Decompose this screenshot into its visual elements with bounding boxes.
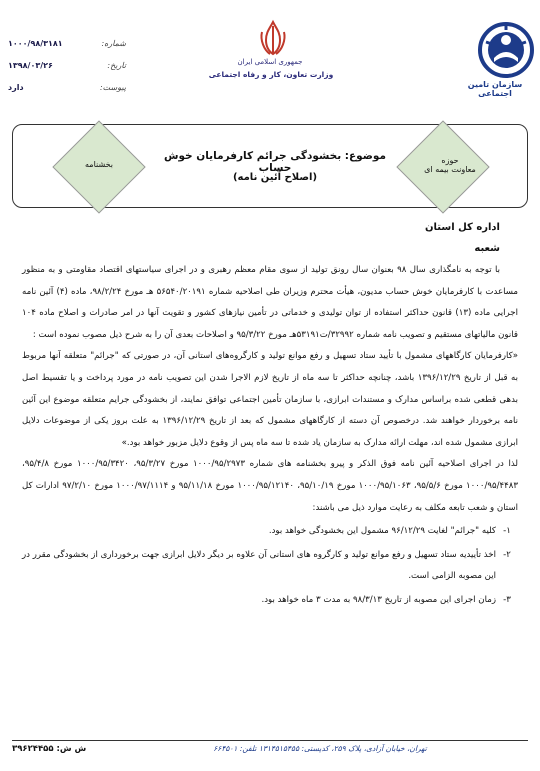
- org-name: سازمان تامین اجتماعی: [467, 80, 523, 98]
- dept-line1: حوزه: [441, 156, 459, 165]
- letter-body: [22, 260, 518, 612]
- paragraph: لذا در اجرای اصلاحیه آئین نامه فوق الذکر و پیرو بخشنامه های شماره ۱۰۰۰/۹۵/۲۹۷۳ مورخ ۹۵/۳/۲۷، ۱۰۰۰/۹۵/۳۴۲۰ مورخ ۹۵/۴/۸، ۱۰۰۰/۹۵/۴۴۸۳ مورخ ۹۵/۵/۶، ۱۰۰۰/۹۵/۱۰۶۳ مورخ ۹۵/۱۰/۱۹، ۱۰۰۰/۹۵/۱۲۱۴۰ مورخ ۹۵/۱۱/۱۸ و ۱۰۰۰/۹۷/۱۱۱۴ مورخ ۹۷/۲/۱۰ ادارات کل استان و شعب تابعه مکلف به رعایت موارد ذیل می باشند:: [22, 459, 518, 513]
- emblem-line1: جمهوری اسلامی ایران: [237, 58, 303, 66]
- subject-title: موضوع: بخشودگی جرائم کارفرمایان خوش حساب: [163, 150, 386, 174]
- addressee-line1: اداره کل استان: [425, 222, 500, 233]
- iran-emblem-icon: [258, 18, 288, 58]
- meta-value: ۱۰۰۰/۹۸/۳۱۸۱: [8, 38, 63, 48]
- footer-address: تهران، خیابان آزادی، پلاک ۲۵۹، کدپستی: ۱۳۱۴۵۱۵۴۵۵ تلفن: ۶۶۴۵۰۱: [213, 744, 427, 753]
- item-text: زمان اجرای این مصوبه از تاریخ ۹۸/۳/۱۳ به مدت ۳ ماه خواهد بود.: [261, 594, 496, 605]
- list-item: [22, 590, 518, 612]
- paragraph: «کارفرمایان کارگاههای مشمول با تأیید ستاد تسهیل و رفع موانع تولید و کارگروه‌های استانی آن، در صورتی که "جرائم" متعلقه آنها مربوط به قبل از تاریخ ۱۳۹۶/۱۲/۲۹ باشد، چنانچه حداکثر تا سه ماه از تاریخ لازم الاجرا شدن این تصویب نامه در مورد پرداخت و یا تقسیط اصل بدهی قطعی شده براساس مدارک و مستندات ابرازی، با سازمان تأمین اجتماعی توافق نمایند، از بخشودگی جرایم متعلقه موضوع این آئین نامه برخوردار خواهند شد. درخصوص آن دسته از کارگاههای مشمول که بعد از تاریخ ۱۳۹۶/۱۲/۲۹ به علت بروز یکی از موضوعات دلایل ابرازی مشمول شده اند، مهلت ارائه مدارک به سازمان یاد شده تا سه ماه پس از وقوع دلایل مزبور خواهد بود.»: [22, 351, 518, 448]
- subject-subtitle: (اصلاح آئین نامه): [232, 172, 318, 183]
- dept-label: [404, 156, 496, 174]
- emblem-line2: وزارت تعاون، کار و رفاه اجتماعی: [208, 70, 334, 79]
- meta-label: تاریخ:: [107, 60, 126, 70]
- meta-number: [8, 32, 126, 54]
- list-item: [22, 521, 518, 543]
- letter-type: بخشنامه: [85, 160, 113, 169]
- meta-attachment: [8, 76, 126, 98]
- addressee-line2: شعبه: [474, 243, 500, 254]
- item-text: اخذ تأییدیه ستاد تسهیل و رفع موانع تولید و کارگروه های استانی آن علاوه بر دیگر دلایل ابرازی جهت برخورداری از بخشودگی مقرر در این مصوبه الزامی است.: [22, 549, 496, 582]
- list-item: [22, 545, 518, 588]
- footer-code: ش ش: ۳۹۶۲۴۴۵۵: [12, 744, 87, 754]
- letter-meta: [8, 32, 126, 98]
- meta-date: [8, 54, 126, 76]
- footer-divider: [12, 740, 528, 741]
- meta-value: دارد: [8, 82, 24, 92]
- meta-label: پیوست:: [99, 82, 126, 92]
- item-number: ۳-: [503, 594, 511, 605]
- meta-value: ۱۳۹۸/۰۳/۲۶: [8, 60, 53, 70]
- letterhead: [0, 0, 540, 120]
- social-security-logo-icon: [478, 22, 534, 78]
- meta-label: شماره:: [101, 38, 126, 48]
- item-number: ۲-: [503, 549, 511, 560]
- paragraph: با توجه به نامگذاری سال ۹۸ بعنوان سال رونق تولید از سوی مقام معظم رهبری و در اجرای سیاستهای اقتصاد مقاومتی و به منظور مساعدت با کارفرمایان خوش حساب مدیون، هیأت محترم وزیران طی اصلاحیه شماره ۵۶۵۴۰/۲۰۱۹۱ هـ مورخ ۹۸/۲/۲۴، ماده (۴) آئین نامه اجرایی ماده (۱۳) قانون حداکثر استفاده از توان تولیدی و خدماتی در تأمین نیازهای کشور و تقویت آنها در امر صادرات و اصلاح ماده ۱۰۴ قانون مالیاتهای مستقیم و تصویب نامه شماره ۳۲۹۹۲/ت۵۳۱۹۱هـ مورخ ۹۵/۳/۲۲ و اصلاحات بعدی آن را به شرح ذیل مصوب نموده است :: [22, 265, 518, 340]
- item-text: کلیه "جرائم" لغایت ۹۶/۱۲/۲۹ مشمول این بخشودگی خواهد بود.: [268, 526, 496, 537]
- item-number: ۱-: [503, 526, 511, 537]
- dept-line2: معاونت بیمه ای: [424, 165, 476, 174]
